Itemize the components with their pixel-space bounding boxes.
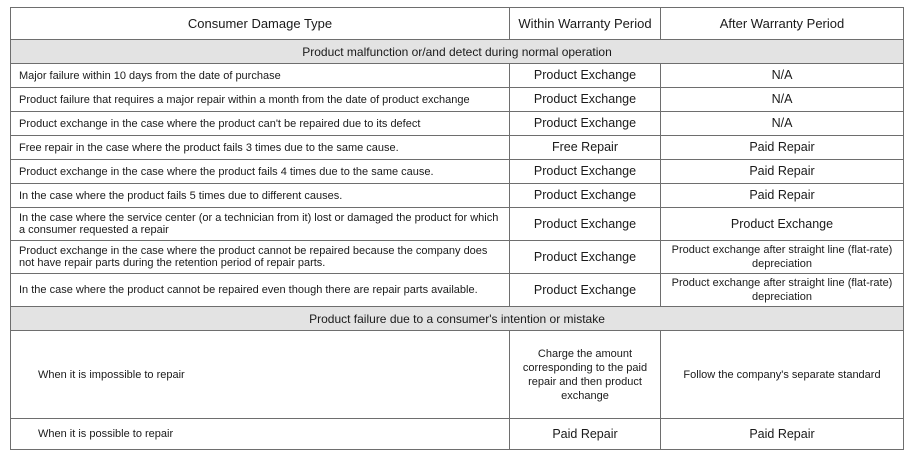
after-warranty-cell: Product Exchange xyxy=(661,208,904,241)
table-row xyxy=(11,64,904,88)
warranty-table-container xyxy=(10,7,903,450)
section-title: Product failure due to a consumer's intention or mistake xyxy=(11,307,904,331)
damage-type-cell: Product exchange in the case where the product can't be repaired due to its defect xyxy=(11,112,510,136)
section-row xyxy=(11,40,904,64)
damage-type-cell: Major failure within 10 days from the date of purchase xyxy=(11,64,510,88)
within-warranty-cell: Product Exchange xyxy=(510,274,661,307)
damage-type-cell: In the case where the product cannot be repaired even though there are repair parts available. xyxy=(11,274,510,307)
after-warranty-cell: N/A xyxy=(661,88,904,112)
within-warranty-cell: Product Exchange xyxy=(510,160,661,184)
within-warranty-cell: Product Exchange xyxy=(510,88,661,112)
within-warranty-cell: Product Exchange xyxy=(510,64,661,88)
section-row xyxy=(11,307,904,331)
after-warranty-cell: Product exchange after straight line (flat-rate) depreciation xyxy=(661,274,904,307)
after-warranty-cell: N/A xyxy=(661,64,904,88)
table-header-row xyxy=(11,8,904,40)
after-warranty-cell: Product exchange after straight line (flat-rate) depreciation xyxy=(661,241,904,274)
table-row xyxy=(11,274,904,307)
damage-type-cell: In the case where the product fails 5 times due to different causes. xyxy=(11,184,510,208)
damage-type-cell: When it is possible to repair xyxy=(11,419,510,450)
damage-type-cell: Free repair in the case where the product fails 3 times due to the same cause. xyxy=(11,136,510,160)
after-warranty-cell: Paid Repair xyxy=(661,419,904,450)
damage-type-cell: Product exchange in the case where the product fails 4 times due to the same cause. xyxy=(11,160,510,184)
damage-type-cell: When it is impossible to repair xyxy=(11,331,510,419)
table-row xyxy=(11,112,904,136)
within-warranty-cell: Product Exchange xyxy=(510,184,661,208)
table-row xyxy=(11,184,904,208)
within-warranty-cell: Free Repair xyxy=(510,136,661,160)
section-title: Product malfunction or/and detect during normal operation xyxy=(11,40,904,64)
table-row xyxy=(11,136,904,160)
header-consumer-damage-type: Consumer Damage Type xyxy=(11,8,510,40)
table-row xyxy=(11,331,904,419)
table-row xyxy=(11,419,904,450)
within-warranty-cell: Charge the amount corresponding to the paid repair and then product exchange xyxy=(510,331,661,419)
within-warranty-cell: Product Exchange xyxy=(510,112,661,136)
table-row xyxy=(11,160,904,184)
damage-type-cell: Product exchange in the case where the product cannot be repaired because the company does not have repair parts during the retention period of repair parts. xyxy=(11,241,510,274)
warranty-table xyxy=(10,7,904,450)
after-warranty-cell: Follow the company's separate standard xyxy=(661,331,904,419)
table-row xyxy=(11,88,904,112)
damage-type-cell: Product failure that requires a major repair within a month from the date of product exchange xyxy=(11,88,510,112)
damage-type-cell: In the case where the service center (or a technician from it) lost or damaged the product for which a consumer requested a repair xyxy=(11,208,510,241)
table-row xyxy=(11,208,904,241)
after-warranty-cell: N/A xyxy=(661,112,904,136)
header-after-warranty: After Warranty Period xyxy=(661,8,904,40)
header-within-warranty: Within Warranty Period xyxy=(510,8,661,40)
within-warranty-cell: Product Exchange xyxy=(510,208,661,241)
after-warranty-cell: Paid Repair xyxy=(661,160,904,184)
after-warranty-cell: Paid Repair xyxy=(661,184,904,208)
table-row xyxy=(11,241,904,274)
within-warranty-cell: Paid Repair xyxy=(510,419,661,450)
within-warranty-cell: Product Exchange xyxy=(510,241,661,274)
after-warranty-cell: Paid Repair xyxy=(661,136,904,160)
